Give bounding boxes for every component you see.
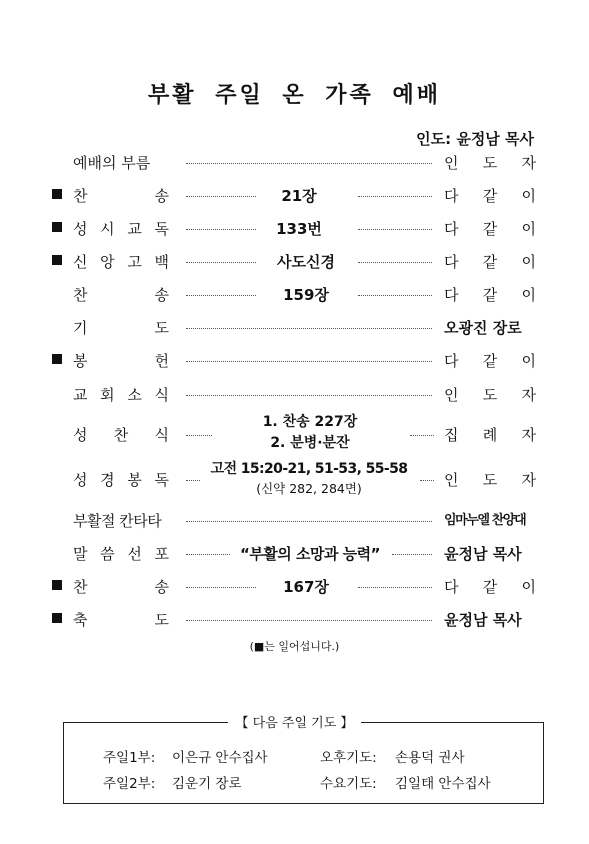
order-row bbox=[0, 313, 589, 343]
order-row bbox=[0, 181, 589, 211]
order-label bbox=[73, 605, 169, 635]
order-label bbox=[73, 214, 169, 244]
order-leader bbox=[444, 380, 536, 410]
label-glyph: 축 bbox=[73, 611, 88, 629]
order-leader bbox=[444, 420, 536, 450]
label-glyph: 이 bbox=[521, 187, 536, 205]
dotted-leader bbox=[186, 163, 432, 164]
standing-note: (■는 일어섭니다.) bbox=[249, 640, 340, 653]
label-glyph: 같 bbox=[482, 578, 498, 596]
label-glyph: 회 bbox=[100, 386, 115, 404]
label-glyph: 교 bbox=[127, 220, 142, 238]
label-glyph: 다 bbox=[444, 352, 459, 370]
order-detail: 사도신경 bbox=[277, 253, 335, 271]
label-glyph: 이 bbox=[521, 253, 536, 271]
order-label bbox=[73, 572, 169, 602]
label-glyph: 도 bbox=[482, 386, 498, 404]
dotted-leader bbox=[186, 395, 432, 396]
label-glyph: 이 bbox=[521, 578, 536, 596]
label-glyph: 송 bbox=[154, 286, 169, 304]
label-glyph: 시 bbox=[100, 220, 115, 238]
dotted-leader bbox=[186, 295, 256, 296]
label-glyph: 송 bbox=[154, 578, 169, 596]
order-row bbox=[0, 247, 589, 277]
label-glyph: 같 bbox=[482, 253, 498, 271]
dotted-leader bbox=[186, 521, 432, 522]
label-glyph: 교 bbox=[73, 386, 88, 404]
label-glyph: 자 bbox=[521, 426, 536, 444]
order-row bbox=[0, 506, 589, 536]
order-row bbox=[0, 539, 589, 569]
label-glyph: 기 bbox=[73, 319, 88, 337]
label-glyph: 같 bbox=[482, 220, 498, 238]
order-leader bbox=[444, 214, 536, 244]
label-glyph: 독 bbox=[154, 220, 169, 238]
label-glyph: 선 bbox=[127, 545, 142, 563]
label-glyph: 이 bbox=[521, 220, 536, 238]
label-glyph: 이 bbox=[521, 286, 536, 304]
label-glyph: 자 bbox=[521, 386, 536, 404]
label-glyph: 다 bbox=[444, 220, 459, 238]
order-row bbox=[0, 280, 589, 310]
dotted-leader bbox=[186, 361, 432, 362]
dotted-leader bbox=[358, 295, 432, 296]
dotted-leader bbox=[186, 620, 432, 621]
label-glyph: 찬 bbox=[73, 286, 88, 304]
label-glyph: 찬 bbox=[113, 426, 129, 444]
prayer-label: 수요기도: bbox=[320, 776, 377, 792]
dotted-leader bbox=[186, 554, 230, 555]
order-leader bbox=[444, 181, 536, 211]
label-glyph: 식 bbox=[154, 386, 169, 404]
scripture-page: (신약 282, 284면) bbox=[256, 481, 362, 496]
stand-marker-icon bbox=[52, 255, 62, 265]
dotted-leader bbox=[410, 435, 434, 436]
next-week-title-text: 【 다음 주일 기도 】 bbox=[228, 716, 362, 731]
dotted-leader bbox=[186, 196, 256, 197]
communion-detail bbox=[212, 412, 408, 454]
communion-line-2: 2. 분병·분잔 bbox=[270, 435, 350, 451]
order-label: 부활절 칸타타 bbox=[73, 512, 162, 530]
dotted-leader bbox=[186, 328, 432, 329]
label-glyph: 집 bbox=[444, 426, 459, 444]
label-glyph: 포 bbox=[154, 545, 169, 563]
order-leader: 윤정남 목사 bbox=[444, 611, 522, 629]
stand-marker-icon bbox=[52, 613, 62, 623]
order-detail: 21장 bbox=[281, 187, 317, 205]
sermon-title: “부활의 소망과 능력” bbox=[239, 545, 381, 563]
label-glyph: 봉 bbox=[127, 471, 142, 489]
order-label bbox=[73, 280, 169, 310]
dotted-leader bbox=[358, 262, 432, 263]
label-glyph: 성 bbox=[73, 426, 88, 444]
order-label bbox=[73, 465, 169, 495]
label-glyph: 고 bbox=[127, 253, 142, 271]
order-leader bbox=[444, 148, 536, 178]
label-glyph: 다 bbox=[444, 187, 459, 205]
label-glyph: 송 bbox=[154, 187, 169, 205]
label-glyph: 도 bbox=[482, 471, 498, 489]
label-glyph: 다 bbox=[444, 578, 459, 596]
order-detail: 167장 bbox=[283, 578, 329, 596]
order-leader bbox=[444, 346, 536, 376]
label-glyph: 찬 bbox=[73, 578, 88, 596]
next-week-title bbox=[0, 712, 589, 731]
order-label bbox=[73, 313, 169, 343]
label-glyph: 자 bbox=[521, 154, 536, 172]
order-label bbox=[73, 247, 169, 277]
stand-marker-icon bbox=[52, 189, 62, 199]
order-leader: 오광진 장로 bbox=[444, 319, 522, 337]
order-label bbox=[73, 380, 169, 410]
label-glyph: 다 bbox=[444, 253, 459, 271]
stand-marker-icon bbox=[52, 580, 62, 590]
stand-marker-icon bbox=[52, 354, 62, 364]
dotted-leader bbox=[186, 587, 256, 588]
order-leader bbox=[444, 280, 536, 310]
order-row bbox=[0, 380, 589, 410]
label-glyph: 자 bbox=[521, 471, 536, 489]
order-leader bbox=[444, 572, 536, 602]
order-leader: 임마누엘 찬양대 bbox=[444, 513, 526, 528]
dotted-leader bbox=[358, 587, 432, 588]
label-glyph: 도 bbox=[482, 154, 498, 172]
order-detail: 133번 bbox=[276, 220, 322, 238]
prayer-label: 오후기도: bbox=[320, 750, 377, 766]
order-row bbox=[0, 148, 589, 178]
label-glyph: 봉 bbox=[73, 352, 88, 370]
dotted-leader bbox=[358, 229, 432, 230]
prayer-name: 손용덕 권사 bbox=[395, 750, 465, 766]
label-glyph: 례 bbox=[482, 426, 498, 444]
label-glyph: 경 bbox=[100, 471, 115, 489]
order-row bbox=[0, 605, 589, 635]
dotted-leader bbox=[392, 554, 432, 555]
dotted-leader bbox=[420, 480, 434, 481]
dotted-leader bbox=[186, 262, 256, 263]
order-row bbox=[0, 572, 589, 602]
order-label bbox=[73, 420, 169, 450]
label-glyph: 신 bbox=[73, 253, 88, 271]
label-glyph: 성 bbox=[73, 471, 88, 489]
prayer-label: 주일1부: bbox=[103, 750, 156, 766]
label-glyph: 씀 bbox=[100, 545, 115, 563]
dotted-leader bbox=[358, 196, 432, 197]
order-label bbox=[73, 181, 169, 211]
scripture-detail bbox=[200, 459, 418, 499]
label-glyph: 도 bbox=[154, 611, 169, 629]
order-leader bbox=[444, 247, 536, 277]
prayer-name: 이은규 안수집사 bbox=[172, 750, 268, 766]
label-glyph: 식 bbox=[154, 426, 169, 444]
dotted-leader bbox=[186, 435, 212, 436]
label-glyph: 같 bbox=[482, 286, 498, 304]
communion-line-1: 1. 찬송 227장 bbox=[262, 414, 358, 430]
service-leader: 인도: 윤정남 목사 bbox=[416, 130, 534, 148]
order-leader: 윤정남 목사 bbox=[444, 545, 522, 563]
dotted-leader bbox=[186, 480, 200, 481]
label-glyph: 인 bbox=[444, 386, 459, 404]
order-row bbox=[0, 346, 589, 376]
label-glyph: 같 bbox=[482, 352, 498, 370]
label-glyph: 이 bbox=[521, 352, 536, 370]
label-glyph: 헌 bbox=[154, 352, 169, 370]
order-leader bbox=[444, 465, 536, 495]
prayer-label: 주일2부: bbox=[103, 776, 156, 792]
label-glyph: 도 bbox=[154, 319, 169, 337]
label-glyph: 인 bbox=[444, 154, 459, 172]
stand-marker-icon bbox=[52, 222, 62, 232]
label-glyph: 다 bbox=[444, 286, 459, 304]
label-glyph: 앙 bbox=[100, 253, 115, 271]
prayer-name: 김운기 장로 bbox=[172, 776, 242, 792]
label-glyph: 독 bbox=[154, 471, 169, 489]
label-glyph: 말 bbox=[73, 545, 88, 563]
order-row bbox=[0, 214, 589, 244]
dotted-leader bbox=[186, 229, 256, 230]
order-label: 예배의 부름 bbox=[73, 154, 151, 172]
order-label bbox=[73, 539, 169, 569]
label-glyph: 성 bbox=[73, 220, 88, 238]
order-detail: 159장 bbox=[283, 286, 329, 304]
label-glyph: 백 bbox=[154, 253, 169, 271]
label-glyph: 인 bbox=[444, 471, 459, 489]
label-glyph: 소 bbox=[127, 386, 142, 404]
order-label bbox=[73, 346, 169, 376]
prayer-name: 김일태 안수집사 bbox=[395, 776, 491, 792]
label-glyph: 찬 bbox=[73, 187, 88, 205]
label-glyph: 같 bbox=[482, 187, 498, 205]
page-title: 부활 주일 온 가족 예배 bbox=[148, 83, 441, 108]
scripture-reference: 고전 15:20-21, 51-53, 55-58 bbox=[210, 461, 408, 477]
